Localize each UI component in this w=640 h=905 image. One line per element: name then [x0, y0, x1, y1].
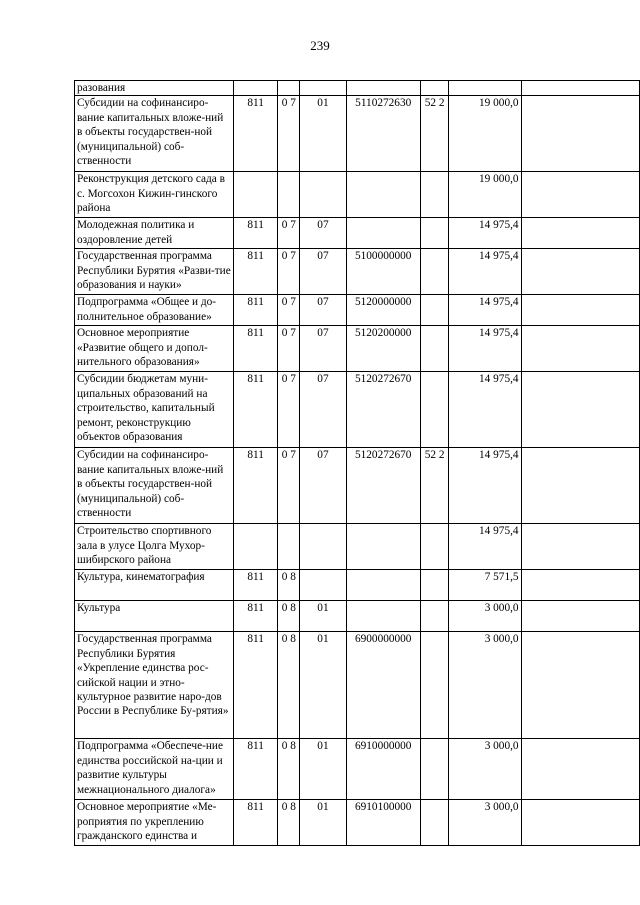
row-name-cell: Основное мероприятие «Развитие общего и допол-нительного образования»	[75, 326, 234, 372]
row-rz-cell	[278, 81, 300, 96]
row-rz-cell: 0 7	[278, 218, 300, 249]
row-name-cell: Государственная программа Республики Бурятия «Разви-тие образования и науки»	[75, 249, 234, 295]
row-csr-cell: 5110272630	[346, 96, 420, 172]
row-pr-cell: 01	[300, 800, 346, 846]
row-sum-cell: 14 975,4	[449, 218, 521, 249]
row-name-cell: Реконструкция детского сада в с. Могсохон Кижин-гинского района	[75, 172, 234, 218]
row-sum-cell: 19 000,0	[449, 96, 521, 172]
row-name-cell: Подпрограмма «Общее и до-полнительное образование»	[75, 295, 234, 326]
row-name-cell: разования	[75, 81, 234, 96]
row-sum-cell: 14 975,4	[449, 326, 521, 372]
row-empty-cell	[521, 96, 639, 172]
row-sum-cell: 14 975,4	[449, 295, 521, 326]
row-vr-cell: 52 2	[420, 448, 449, 524]
table-row	[75, 295, 640, 326]
row-name-cell: Культура	[75, 601, 234, 632]
row-empty-cell	[521, 295, 639, 326]
row-sum-cell	[449, 81, 521, 96]
row-gr-cell: 811	[233, 632, 278, 739]
row-gr-cell: 811	[233, 601, 278, 632]
row-csr-cell: 5120272670	[346, 372, 420, 448]
row-gr-cell: 811	[233, 295, 278, 326]
row-pr-cell: 07	[300, 295, 346, 326]
row-csr-cell	[346, 81, 420, 96]
row-empty-cell	[521, 570, 639, 601]
table-row	[75, 739, 640, 800]
page-number: 239	[310, 38, 330, 53]
row-pr-cell: 07	[300, 372, 346, 448]
row-gr-cell: 811	[233, 739, 278, 800]
row-gr-cell: 811	[233, 96, 278, 172]
row-pr-cell: 01	[300, 632, 346, 739]
row-vr-cell	[420, 739, 449, 800]
row-pr-cell	[300, 172, 346, 218]
row-name-cell: Субсидии бюджетам муни-ципальных образований на строительство, капитальный ремонт, реконструкцию объектов образования	[75, 372, 234, 448]
row-vr-cell: 52 2	[420, 96, 449, 172]
row-name-cell: Основное мероприятие «Ме-роприятия по укреплению гражданского единства и	[75, 800, 234, 846]
row-csr-cell	[346, 601, 420, 632]
row-vr-cell	[420, 601, 449, 632]
row-name-cell: Подпрограмма «Обеспече-ние единства российской на-ции и развитие культуры межнационального диалога»	[75, 739, 234, 800]
row-sum-cell: 14 975,4	[449, 448, 521, 524]
row-empty-cell	[521, 172, 639, 218]
row-empty-cell	[521, 448, 639, 524]
row-pr-cell: 07	[300, 326, 346, 372]
table-row	[75, 249, 640, 295]
row-empty-cell	[521, 632, 639, 739]
row-gr-cell: 811	[233, 570, 278, 601]
row-rz-cell: 0 7	[278, 326, 300, 372]
row-sum-cell: 14 975,4	[449, 524, 521, 570]
row-gr-cell: 811	[233, 800, 278, 846]
row-sum-cell: 3 000,0	[449, 800, 521, 846]
row-csr-cell: 6910000000	[346, 739, 420, 800]
row-rz-cell	[278, 524, 300, 570]
row-csr-cell	[346, 570, 420, 601]
row-vr-cell	[420, 372, 449, 448]
row-pr-cell: 07	[300, 249, 346, 295]
table-row	[75, 524, 640, 570]
row-rz-cell: 0 8	[278, 739, 300, 800]
row-csr-cell: 5100000000	[346, 249, 420, 295]
row-sum-cell: 14 975,4	[449, 372, 521, 448]
row-rz-cell: 0 8	[278, 570, 300, 601]
row-pr-cell: 07	[300, 448, 346, 524]
row-name-cell: Молодежная политика и оздоровление детей	[75, 218, 234, 249]
row-rz-cell: 0 7	[278, 96, 300, 172]
row-pr-cell: 07	[300, 218, 346, 249]
row-empty-cell	[521, 218, 639, 249]
table-row	[75, 172, 640, 218]
row-vr-cell	[420, 800, 449, 846]
row-gr-cell	[233, 81, 278, 96]
row-name-cell: Культура, кинематография	[75, 570, 234, 601]
row-vr-cell	[420, 81, 449, 96]
row-csr-cell: 5120272670	[346, 448, 420, 524]
row-vr-cell	[420, 218, 449, 249]
row-name-cell: Строительство спортивного зала в улусе Цолга Мухор-шибирского района	[75, 524, 234, 570]
row-gr-cell	[233, 524, 278, 570]
row-sum-cell: 3 000,0	[449, 601, 521, 632]
table-row	[75, 570, 640, 601]
row-gr-cell: 811	[233, 218, 278, 249]
row-csr-cell	[346, 218, 420, 249]
row-rz-cell	[278, 172, 300, 218]
row-gr-cell: 811	[233, 326, 278, 372]
row-vr-cell	[420, 172, 449, 218]
row-csr-cell: 5120000000	[346, 295, 420, 326]
row-rz-cell: 0 7	[278, 448, 300, 524]
table-row	[75, 218, 640, 249]
table-row	[75, 601, 640, 632]
row-empty-cell	[521, 601, 639, 632]
row-rz-cell: 0 7	[278, 249, 300, 295]
row-rz-cell: 0 8	[278, 601, 300, 632]
row-empty-cell	[521, 372, 639, 448]
row-vr-cell	[420, 570, 449, 601]
row-pr-cell	[300, 81, 346, 96]
row-sum-cell: 14 975,4	[449, 249, 521, 295]
table-row	[75, 800, 640, 846]
row-csr-cell: 5120200000	[346, 326, 420, 372]
table-row	[75, 372, 640, 448]
row-vr-cell	[420, 249, 449, 295]
row-name-cell: Субсидии на софинансиро-вание капитальных вложе-ний в объекты государствен-ной (муниципальной) соб-ственности	[75, 96, 234, 172]
row-empty-cell	[521, 524, 639, 570]
row-sum-cell: 7 571,5	[449, 570, 521, 601]
row-vr-cell	[420, 524, 449, 570]
row-gr-cell: 811	[233, 372, 278, 448]
row-empty-cell	[521, 326, 639, 372]
row-name-cell: Субсидии на софинансиро-вание капитальных вложе-ний в объекты государствен-ной (муниципальной) соб-ственности	[75, 448, 234, 524]
row-csr-cell	[346, 172, 420, 218]
row-gr-cell: 811	[233, 448, 278, 524]
row-empty-cell	[521, 249, 639, 295]
row-rz-cell: 0 8	[278, 632, 300, 739]
row-name-cell: Государственная программа Республики Бурятия «Укрепление единства рос-сийской нации и этно-культурное развитие наро-дов России в Республике Бу-рятия»	[75, 632, 234, 739]
table-row	[75, 81, 640, 96]
budget-table-body	[75, 81, 640, 846]
row-empty-cell	[521, 739, 639, 800]
row-pr-cell	[300, 524, 346, 570]
table-row	[75, 326, 640, 372]
row-csr-cell	[346, 524, 420, 570]
row-gr-cell: 811	[233, 249, 278, 295]
row-csr-cell: 6910100000	[346, 800, 420, 846]
table-row	[75, 96, 640, 172]
row-vr-cell	[420, 632, 449, 739]
row-csr-cell: 6900000000	[346, 632, 420, 739]
budget-table	[74, 80, 640, 846]
row-pr-cell	[300, 570, 346, 601]
row-rz-cell: 0 8	[278, 800, 300, 846]
table-row	[75, 448, 640, 524]
row-sum-cell: 19 000,0	[449, 172, 521, 218]
row-pr-cell: 01	[300, 601, 346, 632]
row-sum-cell: 3 000,0	[449, 632, 521, 739]
row-gr-cell	[233, 172, 278, 218]
row-rz-cell: 0 7	[278, 372, 300, 448]
row-rz-cell: 0 7	[278, 295, 300, 326]
row-pr-cell: 01	[300, 739, 346, 800]
table-row	[75, 632, 640, 739]
row-empty-cell	[521, 81, 639, 96]
row-sum-cell: 3 000,0	[449, 739, 521, 800]
row-vr-cell	[420, 295, 449, 326]
row-pr-cell: 01	[300, 96, 346, 172]
row-empty-cell	[521, 800, 639, 846]
row-vr-cell	[420, 326, 449, 372]
